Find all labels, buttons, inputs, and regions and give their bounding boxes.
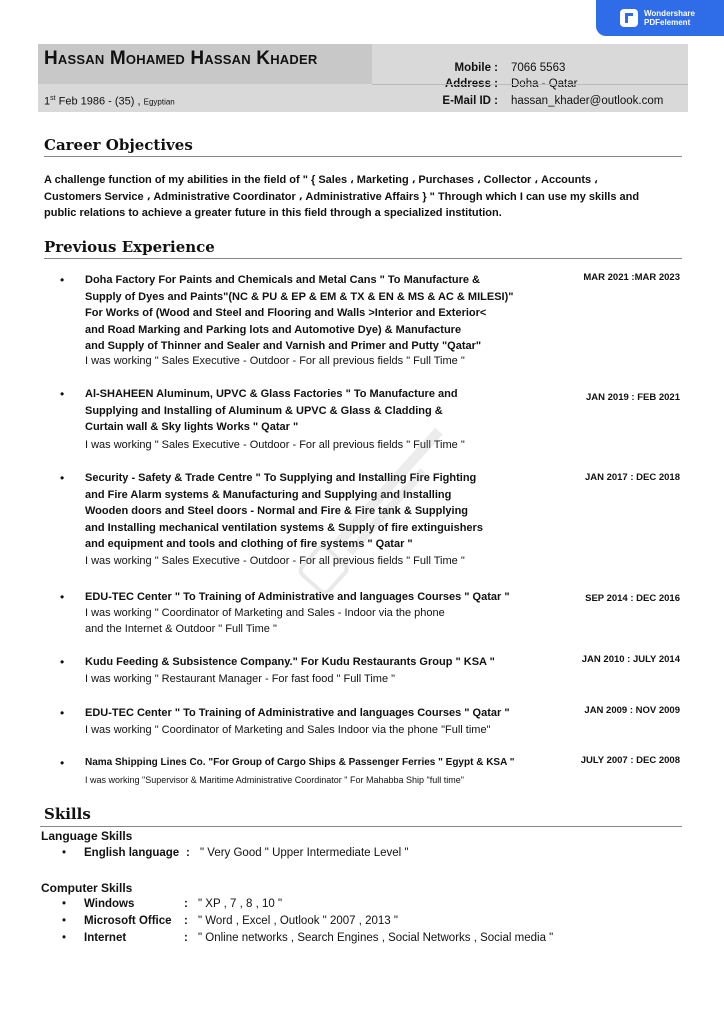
previous-experience-heading: Previous Experience bbox=[44, 238, 215, 256]
skills-heading: Skills bbox=[44, 805, 91, 823]
dob-suffix: st bbox=[50, 95, 56, 102]
bullet-icon: • bbox=[60, 706, 65, 720]
bullet-icon: • bbox=[62, 847, 67, 859]
job-title: Al-SHAHEEN Aluminum, UPVC & Glass Factories " To Manufacture and Supplying and Installing of Aluminum & UPVC & Glass & Cladding & Curtain wall & Sky lights Works " Qatar " bbox=[85, 388, 458, 433]
job-date: SEP 2014 : DEC 2016 bbox=[585, 593, 680, 604]
badge-line2: PDFelement bbox=[644, 18, 691, 27]
job-description: I was working "Supervisor & Maritime Administrative Coordinator " For Mahabba Ship "full time" bbox=[85, 775, 464, 785]
previous-experience-rule bbox=[44, 258, 682, 259]
skill-name: Windows bbox=[84, 898, 135, 910]
job-title: EDU-TEC Center " To Training of Administrative and languages Courses " Qatar " bbox=[85, 707, 510, 719]
header-divider bbox=[372, 84, 688, 85]
badge-line1: Wondershare bbox=[644, 9, 695, 18]
bullet-icon: • bbox=[60, 273, 65, 287]
job-title: Nama Shipping Lines Co. "For Group of Cargo Ships & Passenger Ferries " Egypt & KSA " bbox=[85, 757, 515, 768]
skill-name: Internet bbox=[84, 932, 127, 944]
job-title: Security - Safety & Trade Centre " To Supplying and Installing Fighting and Fire Alarm systems & Manufacturing and Supplying and Installing Wooden doors and Steel doors - Normal and Fire & & Supplying and Installing mechanical ventilation systems & of fire extinguishers and equipment and tools and clothing of fire " Qatar " bbox=[85, 472, 483, 550]
job-description: I was working " Sales Executive - Outdoor - For all previous fields " Full Time " bbox=[85, 439, 465, 451]
skill-value: " Online networks , Search Engines , Social Networks , Social media " bbox=[198, 932, 554, 944]
job-date: JAN 2010 : JULY 2014 bbox=[581, 654, 680, 665]
career-objectives-rule bbox=[44, 156, 682, 157]
pdfelement-badge[interactable] bbox=[596, 0, 724, 36]
nationality: Egyptian bbox=[143, 97, 175, 107]
bullet-icon: • bbox=[62, 932, 67, 944]
bullet-icon: • bbox=[60, 471, 65, 485]
mobile-value: 7066 5563 bbox=[511, 62, 566, 74]
job-title: EDU-TEC Center " To Training of Administrative and languages Courses " Qatar " bbox=[85, 591, 510, 603]
job-description: I was working " Coordinator of Marketing and Sales - Indoor via the phone and the Internet & Outdoor " Full Time " bbox=[85, 607, 445, 635]
career-objective-text: A challenge function of my abilities in the field of " { Sales ، Marketing ، Purchases ، Collector ، Accounts ، Customers Service ، Administrative Coordinator ، Administrative Affairs } " Through which I can use my skills and public relations to achieve a greater future in this field through a specialized institution. bbox=[44, 174, 640, 219]
job-description: I was working " Coordinator of Marketing and Sales Indoor via the phone "Full time" bbox=[85, 724, 491, 736]
email-value[interactable]: hassan_khader@outlook.com bbox=[511, 95, 664, 107]
job-date: MAR 2021 :MAR 2023 bbox=[583, 272, 680, 283]
job-description: I was working " Sales Executive - Outdoor - For all previous fields " Full Time " bbox=[85, 355, 465, 367]
language-skill-row: • English language : " Very Good " Upper Intermediate Level " bbox=[62, 847, 409, 859]
job-description: I was working " Restaurant Manager - For fast food " Full Time " bbox=[85, 673, 396, 685]
bullet-icon: • bbox=[60, 756, 65, 770]
computer-skill-row: • Internet : " Online networks , Search Engines , Social Networks , Social media " bbox=[62, 932, 554, 944]
language-skills-heading: Language Skills bbox=[41, 829, 133, 843]
computer-skill-row: • Windows : " XP , 7 , 8 , 10 " bbox=[62, 898, 283, 910]
job-date: JULY 2007 : DEC 2008 bbox=[580, 755, 680, 766]
job-title: Kudu Feeding & Subsistence Company." For Kudu Restaurants Group " KSA " bbox=[85, 656, 495, 668]
job-date: JAN 2009 : NOV 2009 bbox=[584, 705, 680, 716]
skill-value: " Very Good " Upper Intermediate Level " bbox=[200, 847, 409, 859]
bullet-icon: • bbox=[60, 590, 65, 604]
bullet-icon: • bbox=[60, 655, 65, 669]
job-date: JAN 2017 : DEC 2018 bbox=[584, 472, 680, 483]
computer-skill-row: • Microsoft Office : " Word , Excel , Outlook " 2007 , 2013 " bbox=[62, 915, 398, 927]
dob-rest: Feb 1986 - (35) , bbox=[55, 95, 144, 108]
badge-text bbox=[644, 9, 695, 27]
date-of-birth bbox=[44, 95, 175, 108]
skill-name: English language bbox=[84, 847, 180, 859]
skill-value: " Word , Excel , Outlook " 2007 , 2013 " bbox=[198, 915, 398, 927]
bullet-icon: • bbox=[62, 915, 67, 927]
job-date: JAN 2019 : FEB 2021 bbox=[586, 392, 680, 403]
dob-day: 1 bbox=[44, 95, 51, 108]
bullet-icon: • bbox=[62, 898, 67, 910]
email-label: E-Mail ID : bbox=[442, 95, 498, 107]
skills-rule bbox=[40, 826, 682, 827]
computer-skills-heading: Computer Skills bbox=[41, 881, 133, 895]
pdfelement-logo-icon bbox=[620, 9, 638, 27]
candidate-name: Hassan Mohamed Hassan Khader bbox=[44, 48, 318, 69]
bullet-icon: • bbox=[60, 387, 65, 401]
job-description: I was working " Sales Executive - Outdoor - For all previous fields " Full Time " bbox=[85, 555, 465, 567]
career-objectives-heading: Career Objectives bbox=[44, 136, 193, 154]
skill-name: Microsoft Office bbox=[84, 915, 172, 927]
skill-value: " XP , 7 , 8 , 10 " bbox=[198, 898, 283, 910]
address-label: Address : bbox=[444, 78, 498, 90]
address-value: Doha - Qatar bbox=[511, 78, 578, 90]
mobile-label: Mobile : bbox=[454, 62, 498, 74]
job-title: Doha Factory For Paints and Chemicals and Metal Cans " To Manufacture & Supply of Dyes and Paints"(NC & PU & EP & EM & TX & EN & MS & AC & MILESI)" For Works of (Wood and Steel and Flooring and Walls >Interior and Exterior< and Road Marking and Parking lots and Automotive Dye) & Manufacture and Supply of Thinner and Sealer and Varnish and Primer and Putty "Qatar" bbox=[85, 274, 514, 352]
